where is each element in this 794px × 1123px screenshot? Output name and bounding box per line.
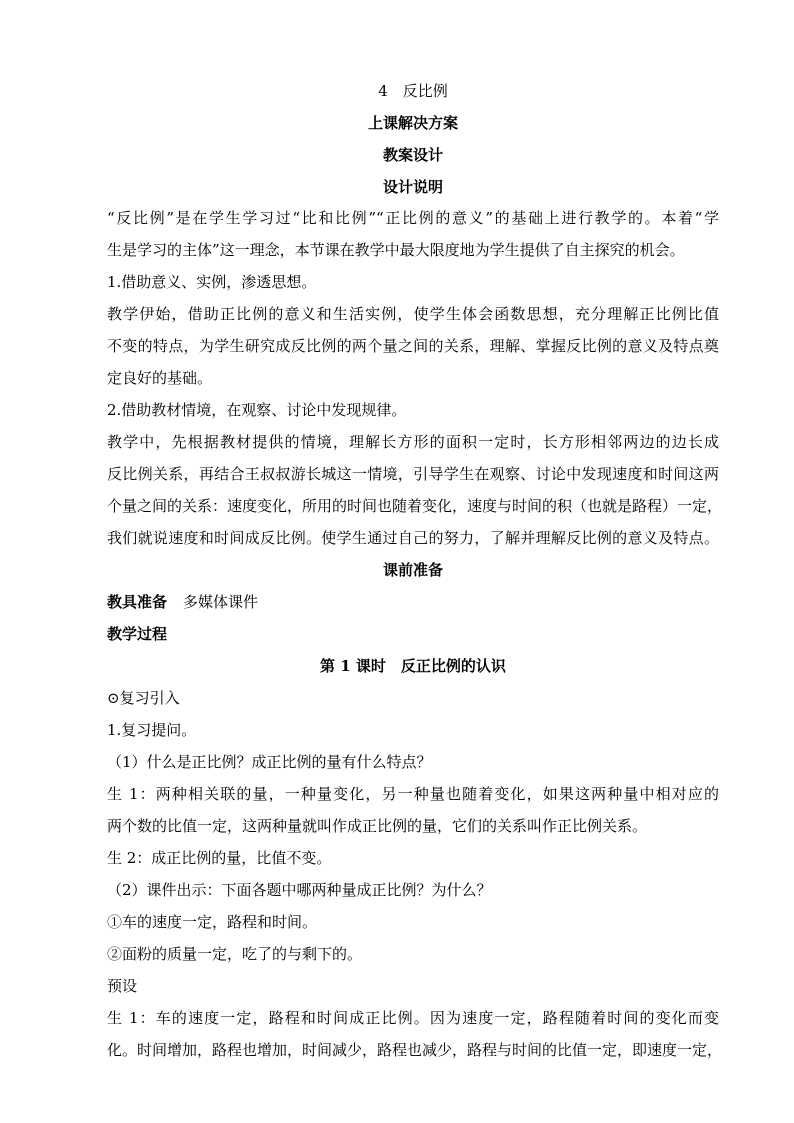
materials-value: 多媒体课件 [183,593,259,611]
intro-line: 生是学习的主体”这一理念，本节课在教学中最大限度地为学生提供了自主探究的机会。 [107,241,685,259]
point1-heading: 1.借助意义、实例，渗透思想。 [107,273,317,291]
intro-line: “反比例”是在学生学习过“比和比例”“正比例的意义”的基础上进行教学的。本着“学 [107,209,719,227]
review-heading: ⊙复习引入 [107,689,180,707]
process-heading: 教学过程 [107,625,168,643]
document-subtitle: 上课解决方案 [367,114,458,132]
preset-answer-line: 生 1：车的速度一定，路程和时间成正比例。因为速度一定，路程随着时间的变化而变 [107,1009,719,1027]
section-heading-prep: 课前准备 [382,561,443,579]
point2-line: 我们就说速度和时间成反比例。使学生通过自己的努力，了解并理解反比例的意义及特点。 [107,529,719,547]
point2-line: 个量之间的关系：速度变化，所用的时间也随着变化，速度与时间的积（也就是路程）一定， [107,497,723,515]
point2-heading: 2.借助教材情境，在观察、讨论中发现规律。 [107,401,407,419]
review-item: 1.复习提问。 [107,721,197,739]
point1-line: 不变的特点，为学生研究成反比例的两个量之间的关系，理解、掌握反比例的意义及特点奠 [107,337,719,355]
preset-answer-line: 化。时间增加，路程也增加，时间减少，路程也减少，路程与时间的比值一定，即速度一定， [107,1041,723,1059]
answer-2: 生 2：成正比例的量，比值不变。 [107,849,332,867]
materials-label: 教具准备 [107,593,168,611]
question-2: （2）课件出示：下面各题中哪两种量成正比例？为什么？ [107,881,492,899]
question-1: （1）什么是正比例？成正比例的量有什么特点？ [107,753,432,771]
preset-label: 预设 [107,977,138,995]
option-1: ①车的速度一定，路程和时间。 [107,913,318,931]
option-2: ②面粉的质量一定，吃了的与剩下的。 [107,945,363,963]
point2-line: 反比例关系，再结合王叔叔游长城这一情境，引导学生在观察、讨论中发现速度和时间这两 [107,465,719,483]
section-heading-design: 教案设计 [382,146,443,164]
document-title: 4 反比例 [378,82,448,100]
materials-row [107,592,719,612]
point2-line: 教学中，先根据教材提供的情境，理解长方形的面积一定时，长方形相邻两边的边长成 [107,433,719,451]
point1-line: 教学伊始，借助正比例的意义和生活实例，使学生体会函数思想，充分理解正比例比值 [107,305,719,323]
lesson-title: 第 1 课时 反正比例的认识 [320,657,506,675]
point1-line: 定良好的基础。 [107,369,213,387]
answer-line: 两个数的比值一定，这两种量就叫作成正比例的量，它们的关系叫作正比例关系。 [107,817,648,835]
section-heading-design-notes: 设计说明 [382,178,443,196]
answer-line: 生 1：两种相关联的量，一种量变化，另一种量也随着变化，如果这两种量中相对应的 [107,785,719,803]
